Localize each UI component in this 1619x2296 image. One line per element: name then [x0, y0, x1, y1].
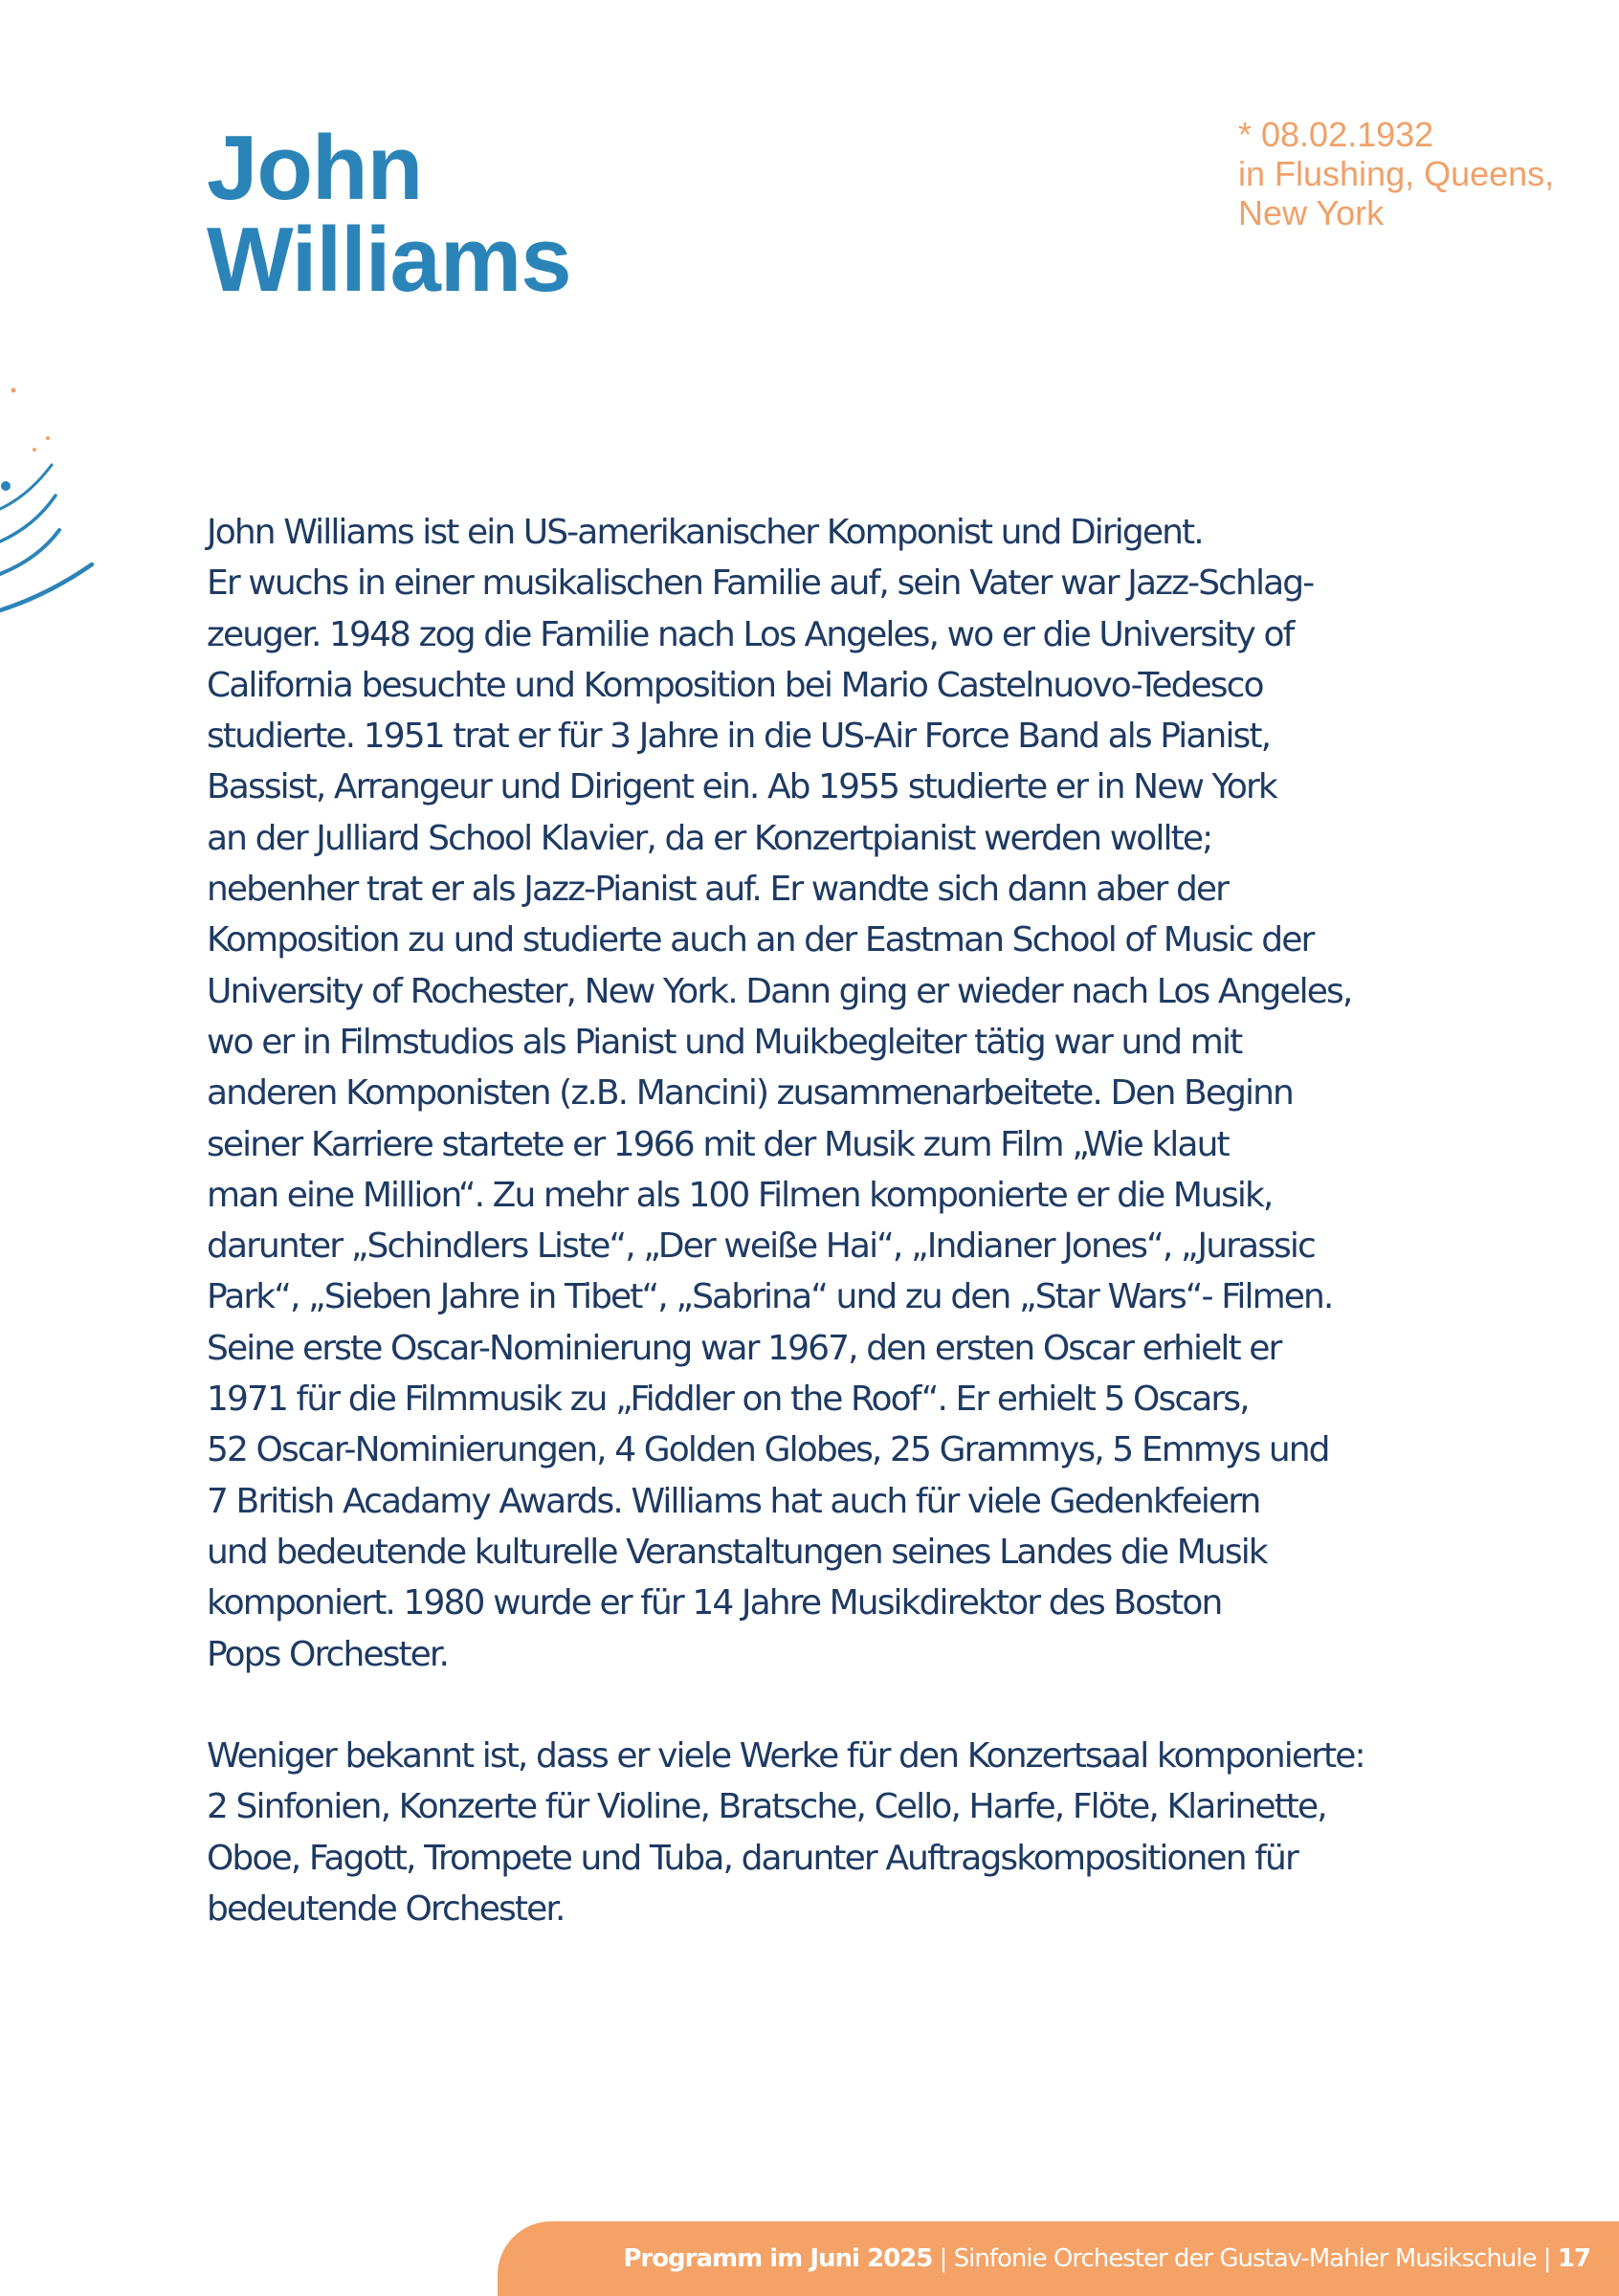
birth-info [1238, 115, 1554, 232]
paragraph-spacer [207, 1680, 1451, 1731]
text-line: California besuchte und Komposition bei Mario Castelnuovo-Tedesco [207, 665, 1263, 705]
birth-place-line1: in Flushing, Queens, [1238, 154, 1555, 193]
title-line-last-name: Williams [207, 209, 571, 311]
page-footer [498, 2221, 1619, 2296]
text-line: studierte. 1951 trat er für 3 Jahre in die US-Air Force Band als Pianist, [207, 717, 1271, 757]
footer-separator: | [1536, 2244, 1558, 2273]
text-line: Bassist, Arrangeur und Dirigent ein. Ab 1955 studierte er in New York [207, 767, 1276, 807]
text-line: John Williams ist ein US-amerikanischer Komponist und Dirigent. [207, 513, 1203, 552]
text-line: Oboe, Fagott, Trompete und Tuba, darunter Auftragskompositionen für [207, 1838, 1297, 1878]
text-line: komponiert. 1980 wurde er für 14 Jahre Musikdirektor des Boston [207, 1583, 1222, 1623]
birth-place-line2: New York [1238, 193, 1385, 232]
footer-orchestra: Sinfonie Orchester der Gustav-Mahler Musikschule [953, 2244, 1537, 2273]
text-line: University of Rochester, New York. Dann ging er wieder nach Los Angeles, [207, 971, 1352, 1011]
text-line: Er wuchs in einer musikalischen Familie auf, sein Vater war Jazz-Schlag- [207, 563, 1314, 604]
text-line: zeuger. 1948 zog die Familie nach Los Angeles, wo er die University of [207, 614, 1294, 654]
footer-program: Programm im Juni 2025 [623, 2244, 933, 2273]
text-line: bedeutende Orchester. [207, 1889, 565, 1930]
text-line: und bedeutende kulturelle Veranstaltungen seines Landes die Musik [207, 1532, 1267, 1572]
biography-paragraph-1 [207, 507, 1451, 1680]
text-line: 2 Sinfonien, Konzerte für Violine, Bratsche, Cello, Harfe, Flöte, Klarinette, [207, 1787, 1326, 1827]
page-number: 17 [1557, 2244, 1590, 2273]
text-line: 1971 für die Filmmusik zu „Fiddler on the Roof“. Er erhielt 5 Oscars, [207, 1380, 1249, 1420]
footer-text [623, 2221, 1590, 2296]
text-line: Pops Orchester. [207, 1634, 449, 1674]
birth-date: * 08.02.1932 [1238, 115, 1434, 154]
text-line: Park“, „Sieben Jahre in Tibet“, „Sabrina“ und zu den „Star Wars“- Filmen. [207, 1277, 1333, 1317]
text-line: man eine Million“. Zu mehr als 100 Filmen komponierte er die Musik, [207, 1175, 1273, 1215]
text-line: Komposition zu und studierte auch an der Eastman School of Music der [207, 920, 1314, 960]
biography-paragraph-2 [207, 1731, 1451, 1934]
text-line: Weniger bekannt ist, dass er viele Werke für den Konzertsaal komponierte: [207, 1736, 1364, 1777]
text-line: wo er in Filmstudios als Pianist und Muikbegleiter tätig war und mit [207, 1022, 1242, 1062]
text-line: seiner Karriere startete er 1966 mit der Musik zum Film „Wie klaut [207, 1124, 1229, 1164]
footer-separator: | [932, 2244, 954, 2273]
biography-text [207, 507, 1451, 1934]
text-line: Seine erste Oscar-Nominierung war 1967, den ersten Oscar erhielt er [207, 1328, 1281, 1368]
text-line: nebenher trat er als Jazz-Pianist auf. Er wandte sich dann aber der [207, 870, 1229, 910]
text-line: an der Julliard School Klavier, da er Konzertpianist werden wollte; [207, 818, 1212, 858]
title-line-first-name: John [207, 117, 423, 219]
text-line: darunter „Schindlers Liste“, „Der weiße Hai“, „Indianer Jones“, „Jurassic [207, 1226, 1315, 1267]
text-line: anderen Komponisten (z.B. Mancini) zusammenarbeitete. Den Beginn [207, 1073, 1293, 1114]
text-line: 7 British Acadamy Awards. Williams hat auch für viele Gedenkfeiern [207, 1481, 1260, 1521]
text-line: 52 Oscar-Nominierungen, 4 Golden Globes, 25 Grammys, 5 Emmys und [207, 1430, 1329, 1470]
page-title [207, 117, 571, 311]
decorative-sound-waves-icon [0, 373, 105, 651]
